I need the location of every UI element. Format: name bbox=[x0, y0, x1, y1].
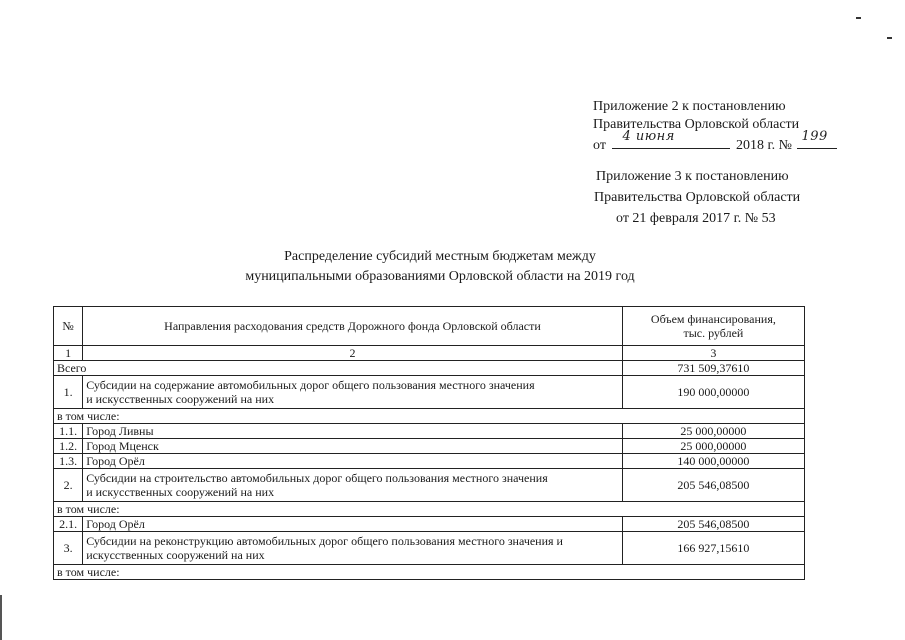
row-text-line2: и искусственных сооружений на них bbox=[86, 485, 275, 499]
table-row bbox=[54, 439, 805, 454]
row-amount: 190 000,00000 bbox=[622, 376, 804, 409]
row-num: 1. bbox=[54, 376, 83, 409]
row-amount: 166 927,15610 bbox=[622, 532, 804, 565]
document-title-line2: муниципальными образованиями Орловской области на 2019 год bbox=[245, 269, 635, 284]
header-num: № bbox=[54, 307, 83, 346]
row-amount: 25 000,00000 bbox=[622, 424, 804, 439]
row-text: Город Орёл bbox=[83, 517, 623, 532]
table-index-row bbox=[54, 346, 805, 361]
appendix-original-line2: Правительства Орловской области bbox=[594, 190, 801, 205]
row-num: 1.1. bbox=[54, 424, 83, 439]
handwritten-date: 4 июня bbox=[622, 129, 675, 144]
header-amount-line1: Объем финансирования, bbox=[650, 312, 776, 326]
index-cell: 1 bbox=[54, 346, 83, 361]
row-text bbox=[83, 469, 623, 502]
table-row bbox=[54, 454, 805, 469]
row-text: Город Мценск bbox=[83, 439, 623, 454]
document-title-line1: Распределение субсидий местным бюджетам между bbox=[284, 249, 596, 264]
table-note-row bbox=[54, 502, 805, 517]
row-text-line1: Субсидии на реконструкцию автомобильных дорог общего пользования местного значения и bbox=[86, 534, 563, 548]
row-text: Город Орёл bbox=[83, 454, 623, 469]
appendix-current-line2: Правительства Орловской области bbox=[593, 117, 800, 132]
total-label: Всего bbox=[54, 361, 623, 376]
appendix-current-date-line bbox=[593, 129, 837, 155]
index-cell: 2 bbox=[83, 346, 623, 361]
table-row bbox=[54, 424, 805, 439]
total-row bbox=[54, 361, 805, 376]
table-note-row bbox=[54, 565, 805, 580]
row-text bbox=[83, 376, 623, 409]
index-cell: 3 bbox=[622, 346, 804, 361]
appendix-original-line3: от 21 февраля 2017 г. № 53 bbox=[616, 211, 776, 226]
row-num: 1.2. bbox=[54, 439, 83, 454]
date-prefix: от bbox=[593, 138, 606, 153]
row-num: 3. bbox=[54, 532, 83, 565]
total-amount: 731 509,37610 bbox=[622, 361, 804, 376]
funding-table bbox=[53, 306, 805, 580]
row-amount: 205 546,08500 bbox=[622, 517, 804, 532]
row-num: 2. bbox=[54, 469, 83, 502]
table-row bbox=[54, 517, 805, 532]
header-amount-line2: тыс. рублей bbox=[683, 326, 744, 340]
row-num: 2.1. bbox=[54, 517, 83, 532]
handwritten-number: 199 bbox=[801, 129, 828, 144]
number-blank bbox=[797, 129, 837, 149]
header-direction: Направления расходования средств Дорожного фонда Орловской области bbox=[83, 307, 623, 346]
row-note: в том числе: bbox=[54, 565, 805, 580]
row-text-line2: искусственных сооружений на них bbox=[86, 548, 265, 562]
row-text: Город Ливны bbox=[83, 424, 623, 439]
row-text-line1: Субсидии на содержание автомобильных дорог общего пользования местного значения bbox=[86, 378, 535, 392]
row-num: 1.3. bbox=[54, 454, 83, 469]
scan-speck bbox=[856, 17, 861, 19]
row-text-line1: Субсидии на строительство автомобильных дорог общего пользования местного значения bbox=[86, 471, 548, 485]
table-row bbox=[54, 532, 805, 565]
row-text-line2: и искусственных сооружений на них bbox=[86, 392, 275, 406]
scan-speck bbox=[887, 37, 892, 39]
row-amount: 140 000,00000 bbox=[622, 454, 804, 469]
table-header-row bbox=[54, 307, 805, 346]
row-note: в том числе: bbox=[54, 409, 805, 424]
header-amount bbox=[622, 307, 804, 346]
year-text: 2018 г. № bbox=[735, 138, 792, 153]
appendix-current-line1: Приложение 2 к постановлению bbox=[593, 99, 786, 114]
scan-edge-line bbox=[0, 595, 2, 640]
row-amount: 25 000,00000 bbox=[622, 439, 804, 454]
row-note: в том числе: bbox=[54, 502, 805, 517]
row-amount: 205 546,08500 bbox=[622, 469, 804, 502]
date-blank bbox=[612, 129, 730, 149]
appendix-original-line1: Приложение 3 к постановлению bbox=[596, 169, 789, 184]
row-text bbox=[83, 532, 623, 565]
table-row bbox=[54, 469, 805, 502]
table-row bbox=[54, 376, 805, 409]
table-note-row bbox=[54, 409, 805, 424]
